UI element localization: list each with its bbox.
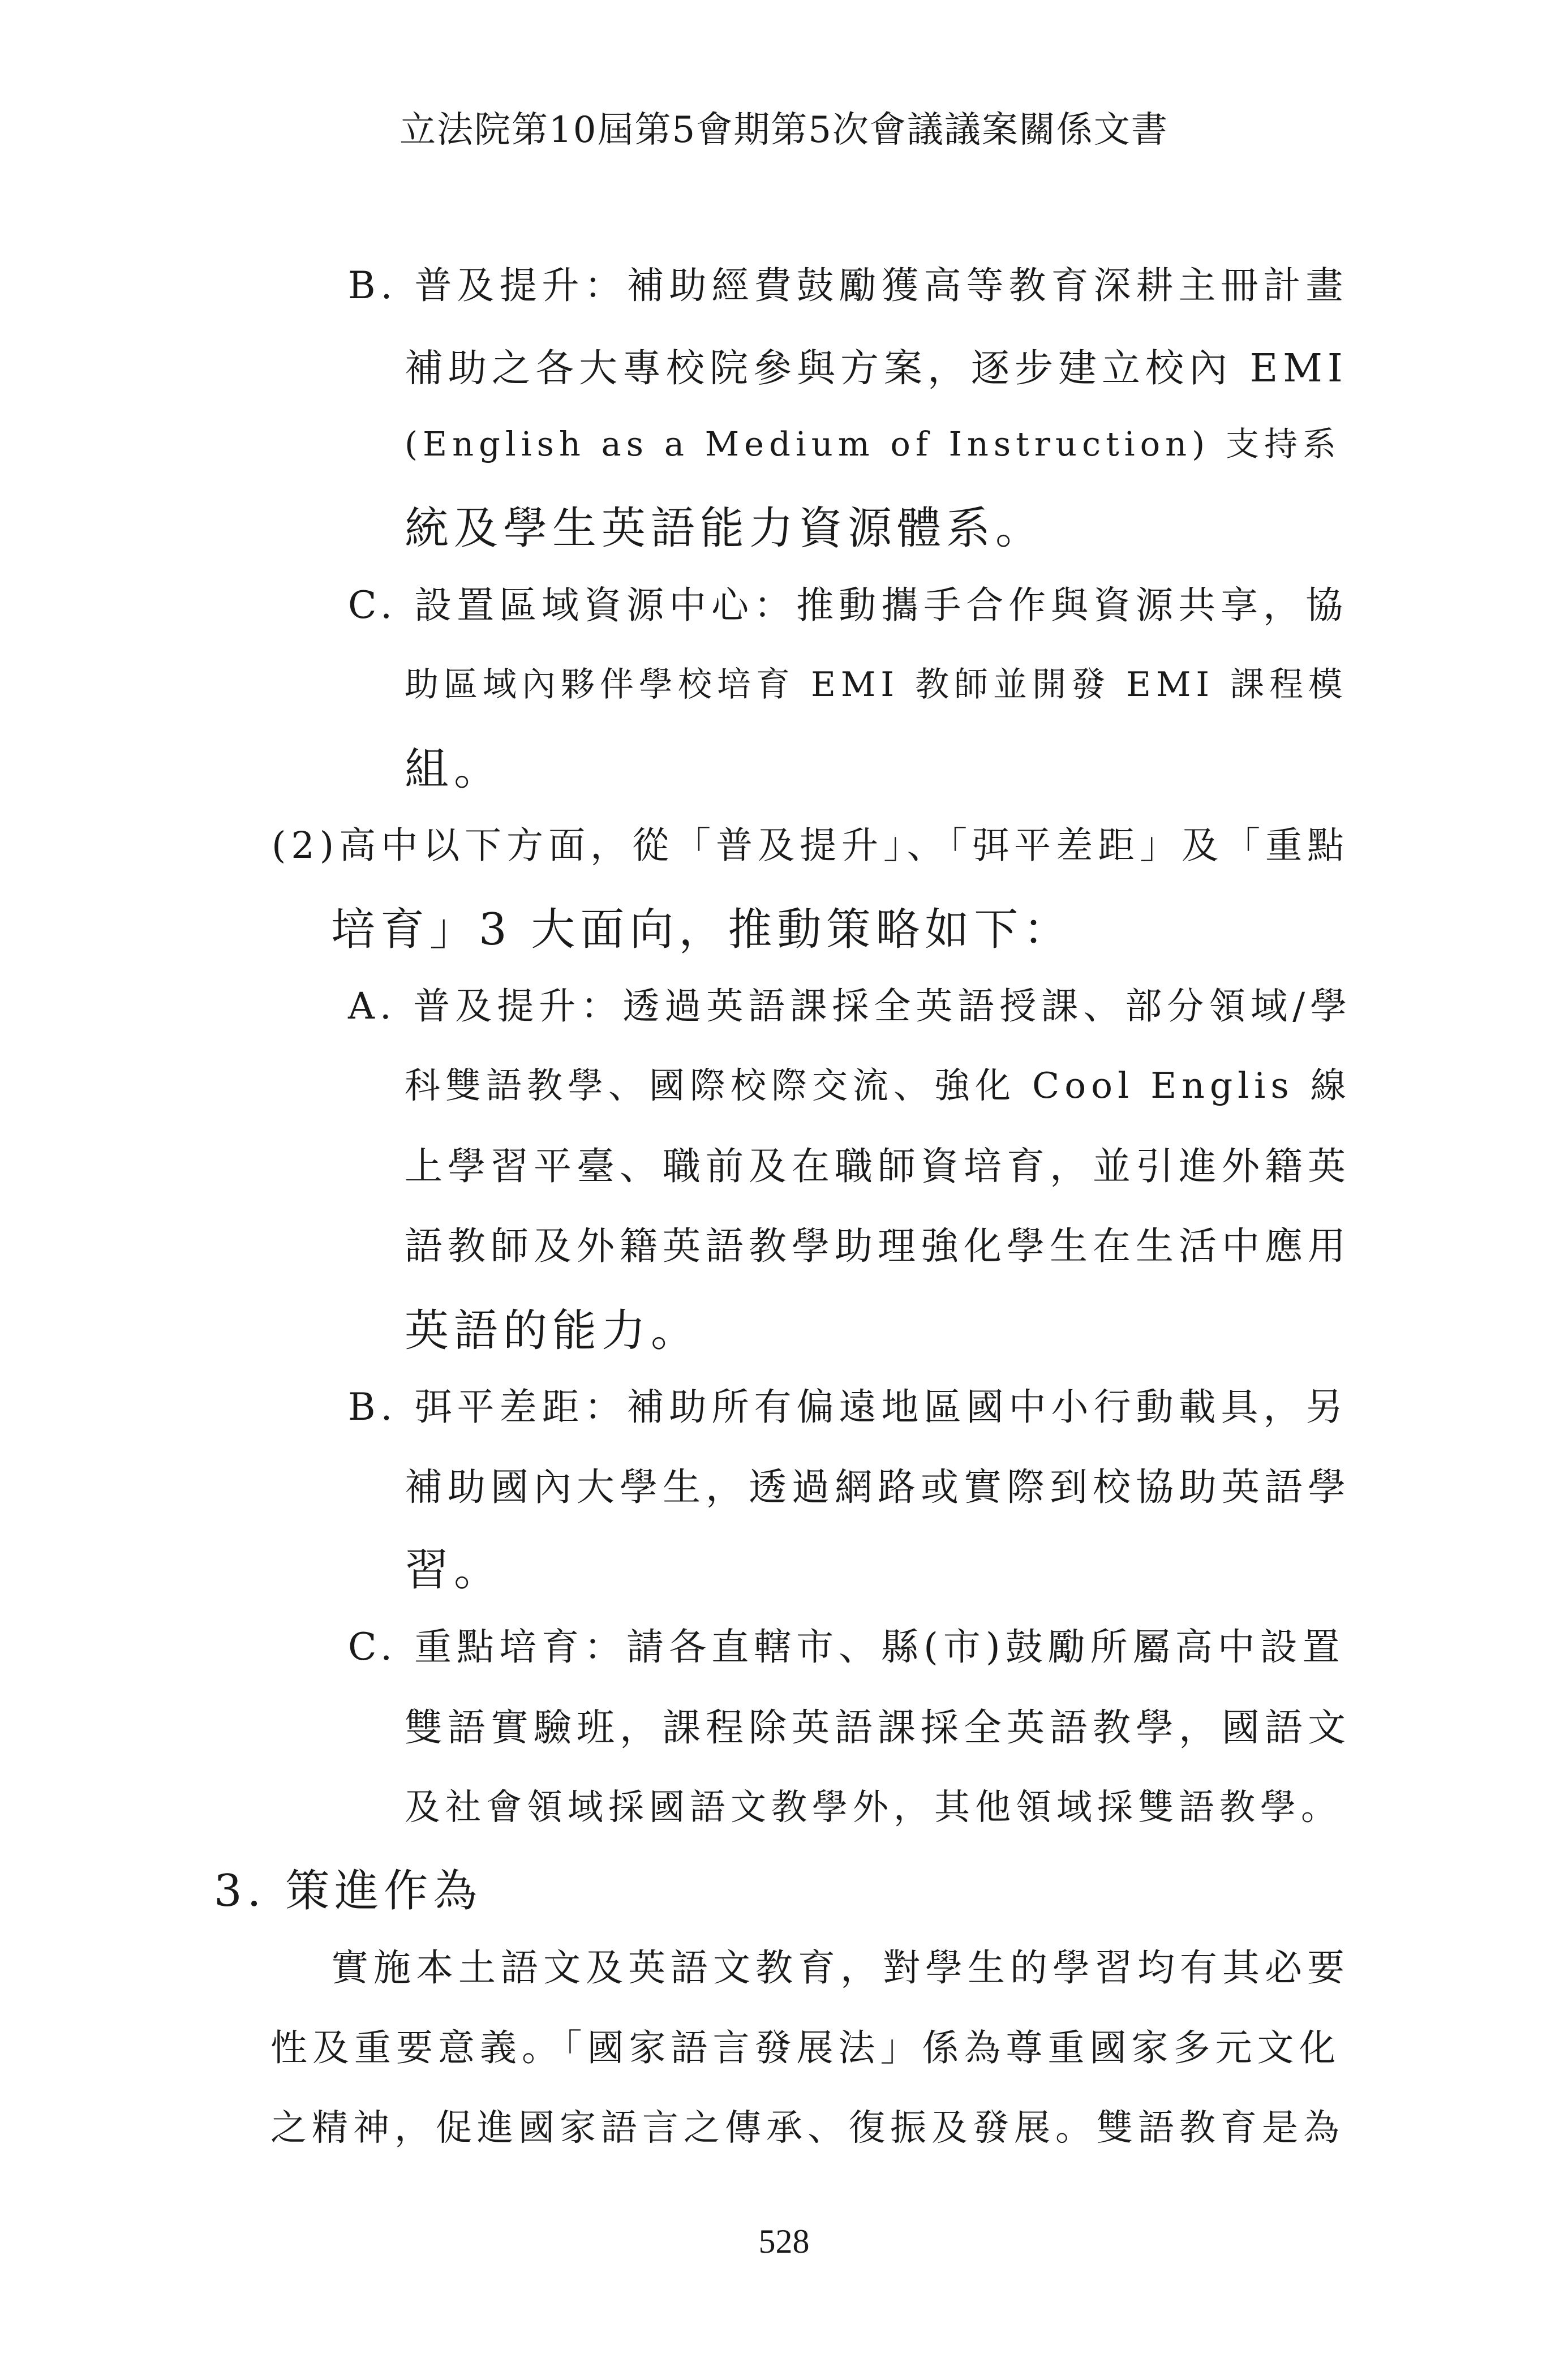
sub2-item-a-line: A. 普及提升：透過英語課採全英語授課、部分領域/學 [348, 985, 1352, 1028]
sub2-item-c-line: 雙語實驗班，課程除英語課採全英語教學，國語文 [405, 1706, 1351, 1750]
item-b-line: (English as a Medium of Instruction) 支持系 [405, 424, 1341, 463]
sub2-item-c-line: C. 重點培育：請各直轄市、縣(市)鼓勵所屬高中設置 [348, 1625, 1345, 1669]
subsection-2-line: 培育」3 大面向，推動策略如下： [331, 904, 1073, 955]
sub2-item-c-line: 及社會領域採國語文教學外，其他領域採雙語教學。 [405, 1786, 1342, 1828]
item-c-line: 助區域內夥伴學校培育 EMI 教師並開發 EMI 課程模 [405, 665, 1348, 704]
sub2-item-a-line: 上學習平臺、職前及在職師資培育，並引進外籍英 [405, 1144, 1351, 1188]
subsection-2-line: (2)高中以下方面，從「普及提升」、「弭平差距」及「重點 [272, 824, 1350, 867]
sub2-item-a-line: 英語的能力。 [405, 1305, 701, 1356]
section-3-heading: 3. 策進作為 [214, 1866, 483, 1917]
sub2-item-a-line: 科雙語教學、國際校際交流、強化 Cool Englis 線 [405, 1065, 1351, 1106]
sub2-item-b-line: 補助國內大學生，透過網路或實際到校協助英語學 [405, 1465, 1351, 1509]
item-b-line: 統及學生英語能力資源體系。 [405, 503, 1045, 554]
item-c-line: 組。 [405, 744, 504, 795]
page-header: 立法院第10屆第5會期第5次會議議案關係文書 [399, 109, 1169, 151]
sub2-item-b-line: 習。 [405, 1545, 504, 1596]
sub2-item-b-line: B. 弭平差距：補助所有偏遠地區國中小行動載具，另 [348, 1385, 1348, 1429]
item-c-line: C. 設置區域資源中心：推動攜手合作與資源共享，協 [348, 583, 1348, 627]
section-3-line: 性及重要意義。「國家語言發展法」係為尊重國家多元文化 [270, 2027, 1341, 2069]
page-number: 528 [758, 2223, 810, 2260]
sub2-item-a-line: 語教師及外籍英語教學助理強化學生在生活中應用 [405, 1224, 1351, 1268]
item-b-line: B. 普及提升：補助經費鼓勵獲高等教育深耕主冊計畫 [348, 264, 1348, 307]
section-3-line: 實施本土語文及英語文教育，對學生的學習均有其必要 [331, 1946, 1350, 1990]
section-3-line: 之精神，促進國家語言之傳承、復振及發展。雙語教育是為 [270, 2107, 1344, 2149]
item-b-line: 補助之各大專校院參與方案，逐步建立校內 EMI [405, 346, 1348, 391]
